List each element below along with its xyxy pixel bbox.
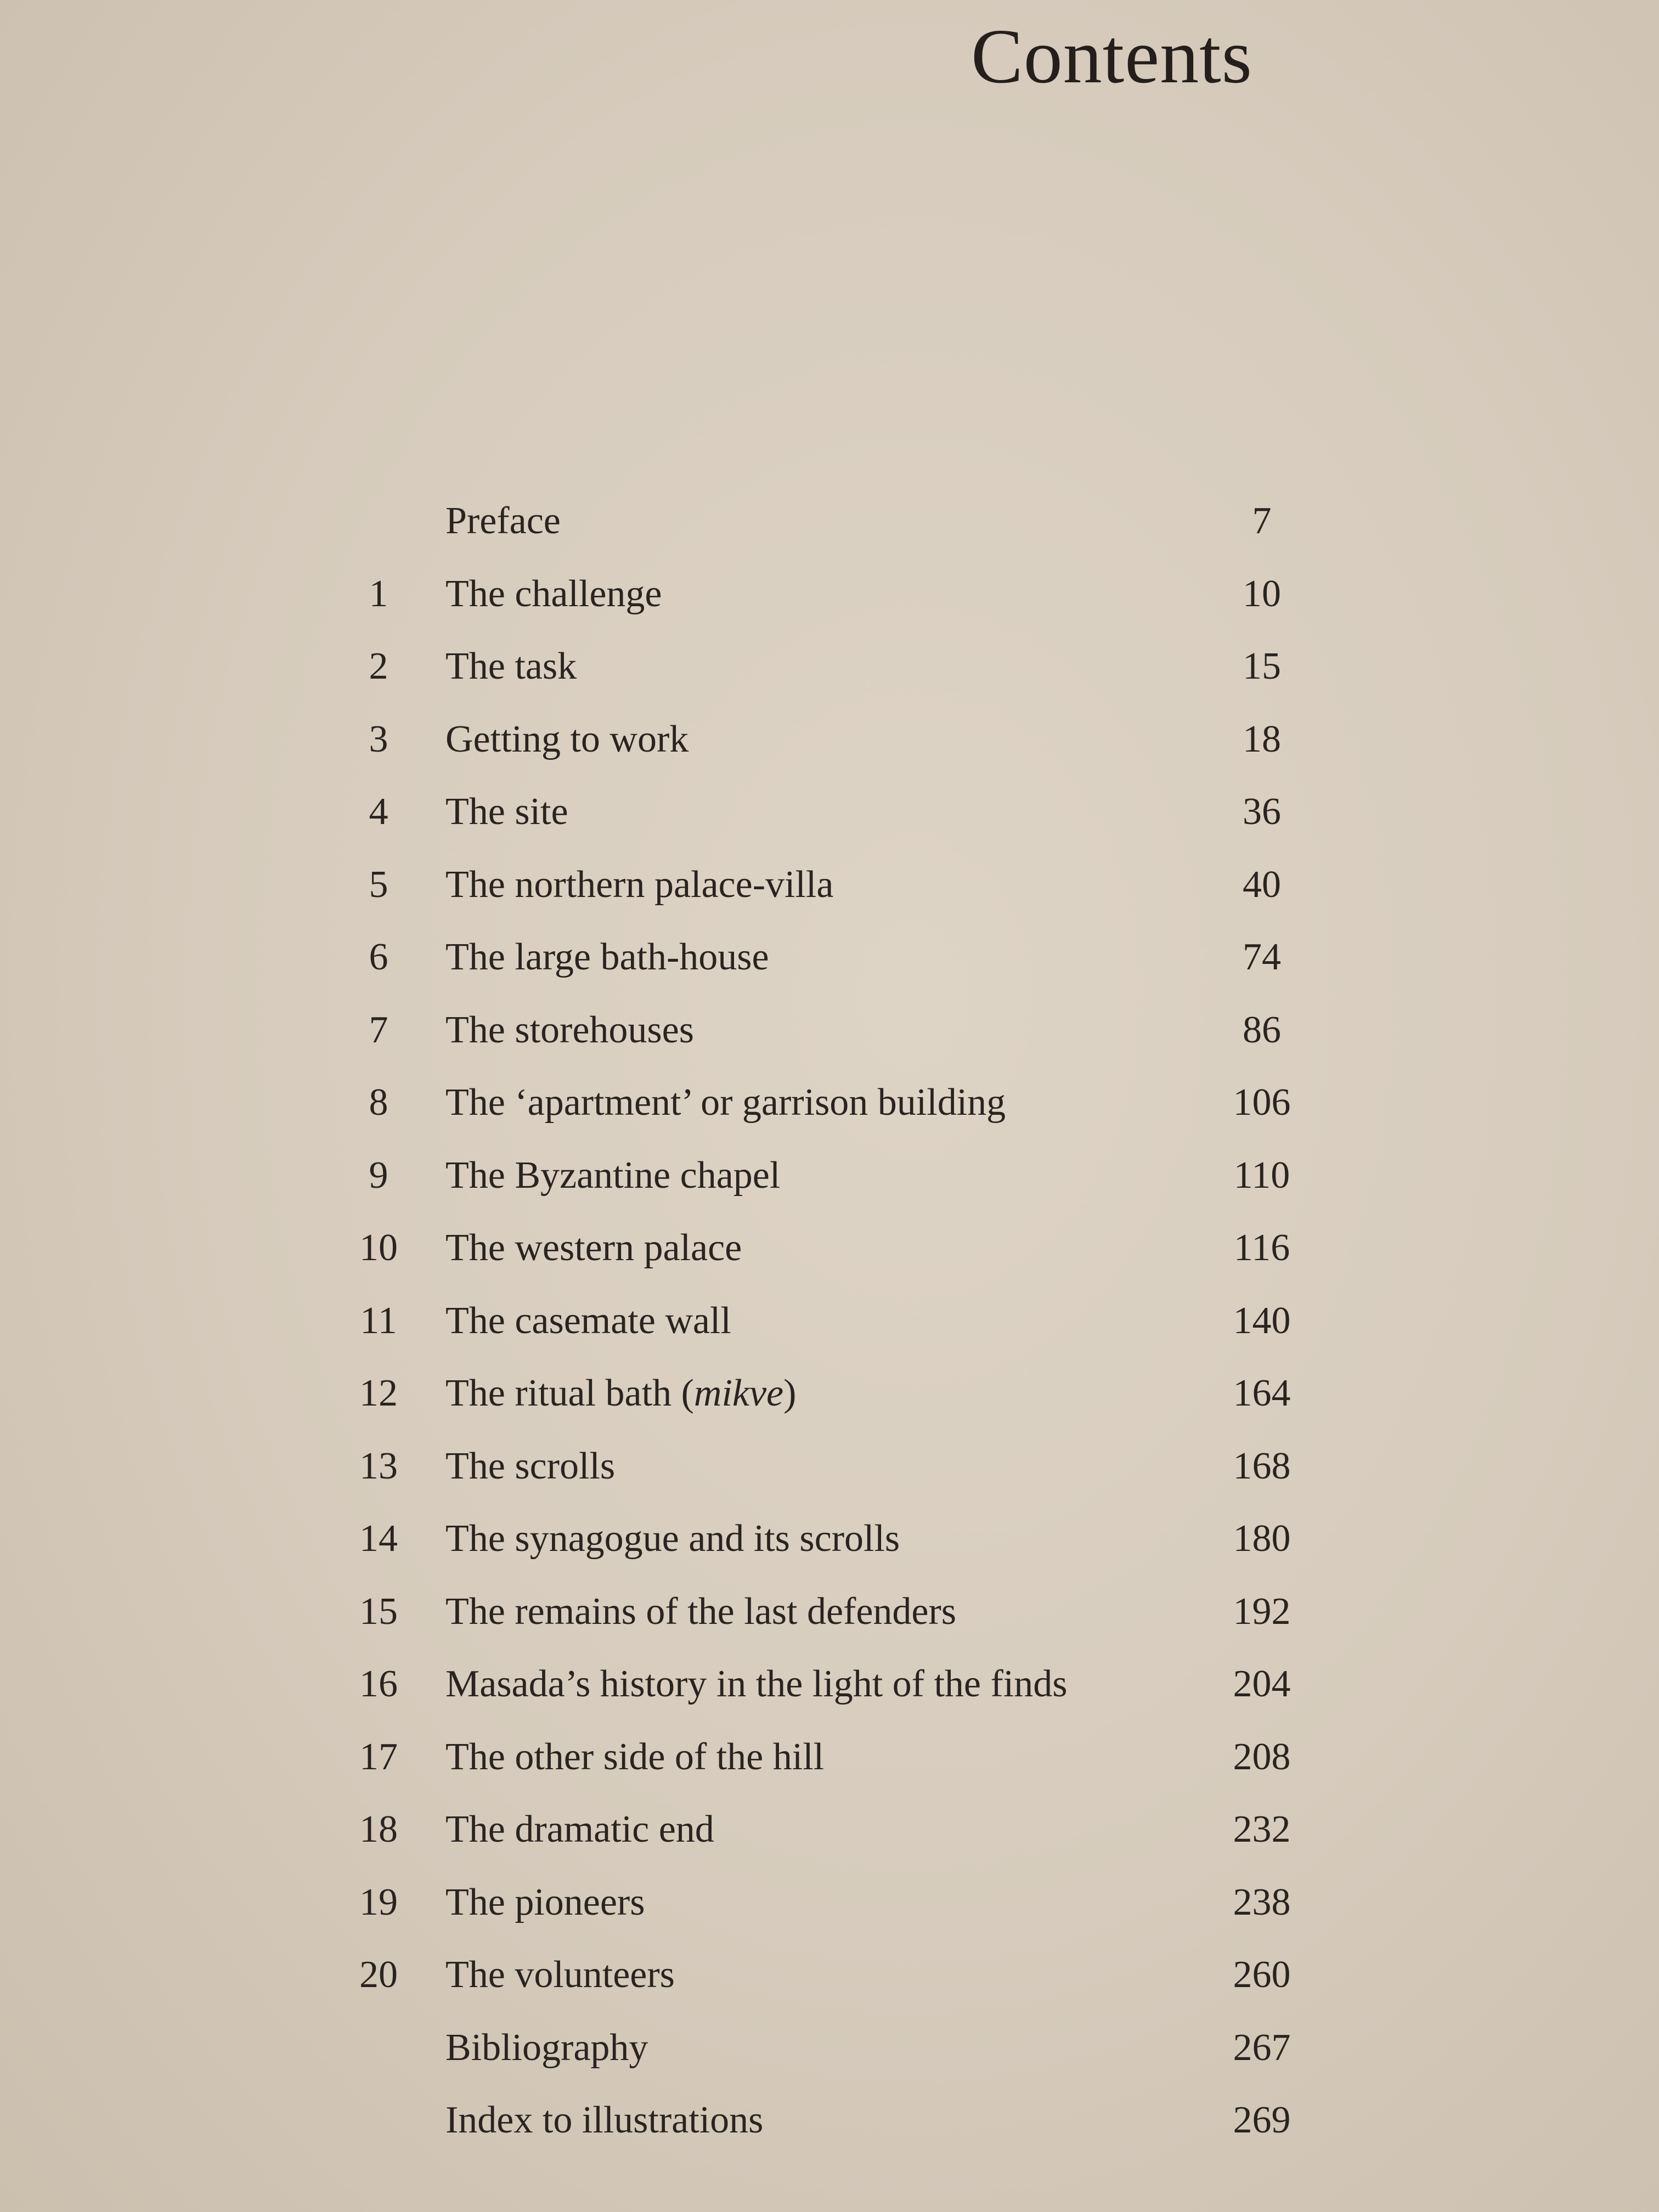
chapter-number: 16 bbox=[359, 1663, 398, 1705]
page-number: 10 bbox=[1243, 572, 1281, 615]
chapter-title: The other side of the hill bbox=[445, 1735, 825, 1778]
toc-entry-12[interactable] bbox=[0, 1366, 1659, 1439]
toc-entry-4[interactable] bbox=[0, 785, 1659, 857]
toc-entry-2[interactable] bbox=[0, 639, 1659, 712]
toc-entry-18[interactable] bbox=[0, 1802, 1659, 1875]
toc-entry-preface[interactable] bbox=[0, 494, 1659, 567]
chapter-title: The task bbox=[445, 645, 577, 687]
page-number: 168 bbox=[1233, 1444, 1291, 1487]
chapter-number: 18 bbox=[359, 1808, 398, 1850]
chapter-title: Masada’s history in the light of the finds bbox=[445, 1663, 1068, 1705]
page-number: 192 bbox=[1233, 1590, 1291, 1633]
page-number: 204 bbox=[1233, 1663, 1291, 1705]
chapter-number: 13 bbox=[359, 1444, 398, 1487]
toc-entry-1[interactable] bbox=[0, 567, 1659, 640]
chapter-title: The casemate wall bbox=[445, 1299, 731, 1342]
page-number: 260 bbox=[1233, 1954, 1291, 1996]
chapter-number: 19 bbox=[359, 1881, 398, 1923]
toc-entry-14[interactable] bbox=[0, 1511, 1659, 1584]
page-number: 110 bbox=[1233, 1154, 1290, 1197]
chapter-number: 11 bbox=[360, 1299, 397, 1342]
toc-entry-index[interactable] bbox=[0, 2093, 1659, 2166]
chapter-title: The dramatic end bbox=[445, 1808, 714, 1850]
chapter-title: The volunteers bbox=[445, 1954, 675, 1996]
chapter-number: 2 bbox=[369, 645, 388, 687]
page-number: 238 bbox=[1233, 1881, 1291, 1923]
page-title: Contents bbox=[971, 13, 1252, 99]
chapter-title: The western palace bbox=[445, 1227, 742, 1269]
toc-entry-3[interactable] bbox=[0, 712, 1659, 785]
chapter-number: 10 bbox=[359, 1227, 398, 1269]
page-number: 232 bbox=[1233, 1808, 1291, 1850]
chapter-title: The synagogue and its scrolls bbox=[445, 1517, 900, 1560]
chapter-number: 12 bbox=[359, 1372, 398, 1414]
toc-entry-20[interactable] bbox=[0, 1948, 1659, 2021]
toc-entry-5[interactable] bbox=[0, 857, 1659, 930]
toc-entry-17[interactable] bbox=[0, 1730, 1659, 1803]
page-number: 269 bbox=[1233, 2099, 1291, 2141]
chapter-title: The pioneers bbox=[445, 1881, 645, 1923]
chapter-number: 1 bbox=[369, 572, 388, 615]
chapter-number: 20 bbox=[359, 1954, 398, 1996]
page-number: 36 bbox=[1243, 791, 1281, 833]
toc-entry-6[interactable] bbox=[0, 930, 1659, 1003]
page-number: 208 bbox=[1233, 1735, 1291, 1778]
chapter-title: The northern palace-villa bbox=[445, 863, 834, 906]
page-number: 106 bbox=[1233, 1081, 1291, 1124]
chapter-title: The site bbox=[445, 791, 568, 833]
toc-entry-11[interactable] bbox=[0, 1294, 1659, 1367]
chapter-number: 14 bbox=[359, 1517, 398, 1560]
table-of-contents bbox=[0, 494, 1659, 2166]
toc-entry-10[interactable] bbox=[0, 1221, 1659, 1294]
page-number: 140 bbox=[1233, 1299, 1291, 1342]
chapter-title-italic: mikve bbox=[693, 1372, 784, 1414]
chapter-title: Preface bbox=[445, 500, 561, 542]
chapter-title-main: The ritual bath ( bbox=[445, 1372, 694, 1414]
chapter-number: 3 bbox=[369, 718, 388, 760]
chapter-title: The ‘apartment’ or garrison building bbox=[445, 1081, 1006, 1124]
chapter-title: The challenge bbox=[445, 572, 662, 615]
page-number: 40 bbox=[1243, 863, 1281, 906]
toc-entry-13[interactable] bbox=[0, 1439, 1659, 1512]
toc-entry-8[interactable] bbox=[0, 1075, 1659, 1148]
chapter-title-end: ) bbox=[783, 1372, 797, 1414]
chapter-number: 9 bbox=[369, 1154, 388, 1197]
page-number: 7 bbox=[1252, 500, 1272, 542]
chapter-title: The scrolls bbox=[445, 1444, 616, 1487]
toc-entry-9[interactable] bbox=[0, 1148, 1659, 1221]
toc-entry-7[interactable] bbox=[0, 1003, 1659, 1076]
chapter-number: 17 bbox=[359, 1735, 398, 1778]
page-number: 267 bbox=[1233, 2026, 1291, 2069]
page-number: 180 bbox=[1233, 1517, 1291, 1560]
toc-entry-16[interactable] bbox=[0, 1657, 1659, 1730]
chapter-number: 8 bbox=[369, 1081, 388, 1124]
chapter-number: 15 bbox=[359, 1590, 398, 1633]
page-number: 15 bbox=[1243, 645, 1281, 687]
chapter-title: The storehouses bbox=[445, 1008, 694, 1051]
toc-entry-19[interactable] bbox=[0, 1875, 1659, 1948]
toc-entry-bibliography[interactable] bbox=[0, 2021, 1659, 2094]
page-number: 116 bbox=[1233, 1227, 1290, 1269]
page-number: 18 bbox=[1243, 718, 1281, 760]
chapter-title: The large bath-house bbox=[445, 936, 769, 978]
chapter-number: 6 bbox=[369, 936, 388, 978]
chapter-title bbox=[445, 1366, 796, 1421]
toc-entry-15[interactable] bbox=[0, 1584, 1659, 1657]
chapter-title: The Byzantine chapel bbox=[445, 1154, 781, 1197]
chapter-title: Getting to work bbox=[445, 718, 689, 760]
page-number: 86 bbox=[1243, 1008, 1281, 1051]
chapter-number: 5 bbox=[369, 863, 388, 906]
chapter-title: Index to illustrations bbox=[445, 2099, 764, 2141]
chapter-title: The remains of the last defenders bbox=[445, 1590, 957, 1633]
page-number: 74 bbox=[1243, 936, 1281, 978]
chapter-title: Bibliography bbox=[445, 2026, 648, 2069]
page-number: 164 bbox=[1233, 1372, 1291, 1414]
chapter-number: 4 bbox=[369, 791, 388, 833]
chapter-number: 7 bbox=[369, 1008, 388, 1051]
